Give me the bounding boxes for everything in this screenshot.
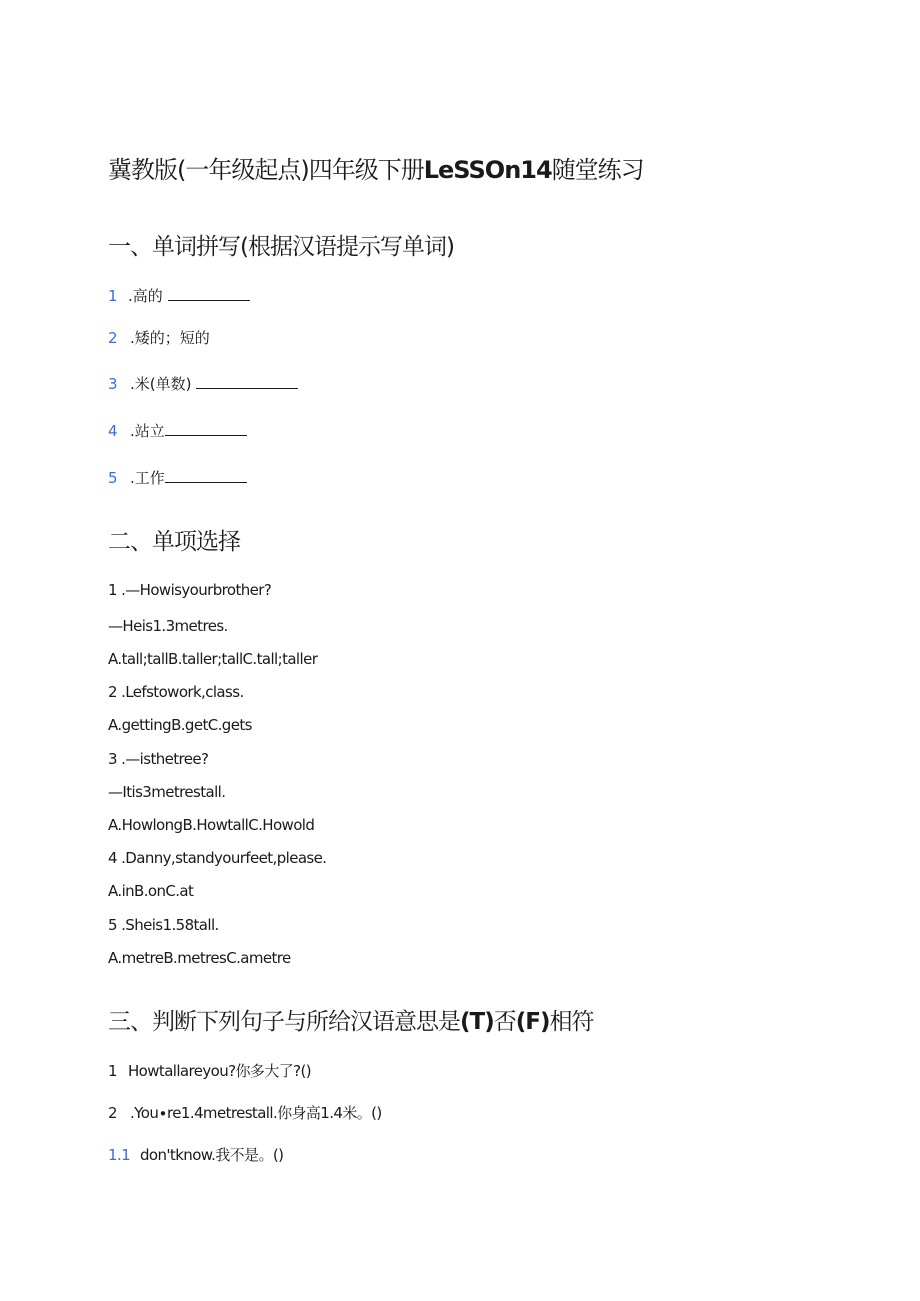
heading-part: 相符 <box>549 1009 594 1035</box>
heading-true-mark: (T) <box>460 1009 494 1035</box>
choice-line: 3 .—isthetree? <box>108 750 209 768</box>
choice-options: A.metreB.metresC.ametre <box>108 949 291 967</box>
answer-blank[interactable] <box>168 286 250 301</box>
item-text: Howtallareyou?你多大了?() <box>128 1062 311 1080</box>
choice-line: —Heis1.3metres. <box>108 617 228 635</box>
answer-blank[interactable] <box>165 468 247 483</box>
section-2-heading: 二、单项选择 <box>108 529 240 555</box>
choice-options: A.gettingB.getC.gets <box>108 716 252 734</box>
choice-line: 4 .Danny,standyourfeet,please. <box>108 849 327 867</box>
section-1-heading: 一、单词拼写(根据汉语提示写单词) <box>108 234 454 260</box>
item-text: don'tknow.我不是。() <box>140 1146 284 1164</box>
spelling-item-1 <box>108 285 250 306</box>
section-3-heading <box>108 1003 593 1036</box>
choice-line: 2 .Lefstowork,class. <box>108 683 244 701</box>
spelling-item-5 <box>108 467 247 488</box>
title-lesson: LeSSOn14 <box>423 156 552 184</box>
heading-part: 否 <box>493 1009 516 1035</box>
item-number: 4 <box>108 422 118 440</box>
heading-false-mark: (F) <box>515 1009 550 1035</box>
item-text: .站立 <box>130 422 165 440</box>
item-number: 1.1 <box>108 1146 131 1164</box>
item-number: 2 <box>108 1104 117 1122</box>
choice-options: A.inB.onC.at <box>108 882 194 900</box>
item-number: 5 <box>108 469 118 487</box>
page-title <box>108 150 644 185</box>
spelling-item-3 <box>108 373 298 394</box>
item-number: 2 <box>108 329 118 347</box>
choice-line: —Itis3metrestall. <box>108 783 226 801</box>
spelling-item-2 <box>108 327 210 348</box>
item-number: 3 <box>108 375 118 393</box>
item-text: .工作 <box>130 469 165 487</box>
spelling-item-4 <box>108 420 247 441</box>
item-text: .矮的；短的 <box>130 329 210 347</box>
judge-item-2 <box>108 1102 382 1123</box>
answer-blank[interactable] <box>196 374 298 389</box>
title-suffix: 随堂练习 <box>551 156 644 184</box>
judge-item-3 <box>108 1144 283 1165</box>
title-prefix: 冀教版(一年级起点)四年级下册 <box>108 156 424 184</box>
item-text: .米(单数) <box>130 375 192 393</box>
item-text: .You∙re1.4metrestall.你身高1.4米。() <box>130 1104 382 1122</box>
choice-line: 5 .Sheis1.58tall. <box>108 916 219 934</box>
heading-part: 三、判断下列句子与所给汉语意思是 <box>108 1009 460 1035</box>
choice-options: A.HowlongB.HowtallC.Howold <box>108 816 315 834</box>
choice-line: 1 .—Howisyourbrother? <box>108 581 272 599</box>
item-number: 1 <box>108 287 118 305</box>
item-text: .高的 <box>128 287 163 305</box>
answer-blank[interactable] <box>165 421 247 436</box>
judge-item-1 <box>108 1060 311 1081</box>
item-number: 1 <box>108 1062 117 1080</box>
choice-options: A.tall;tallB.taller;tallC.tall;taller <box>108 650 318 668</box>
